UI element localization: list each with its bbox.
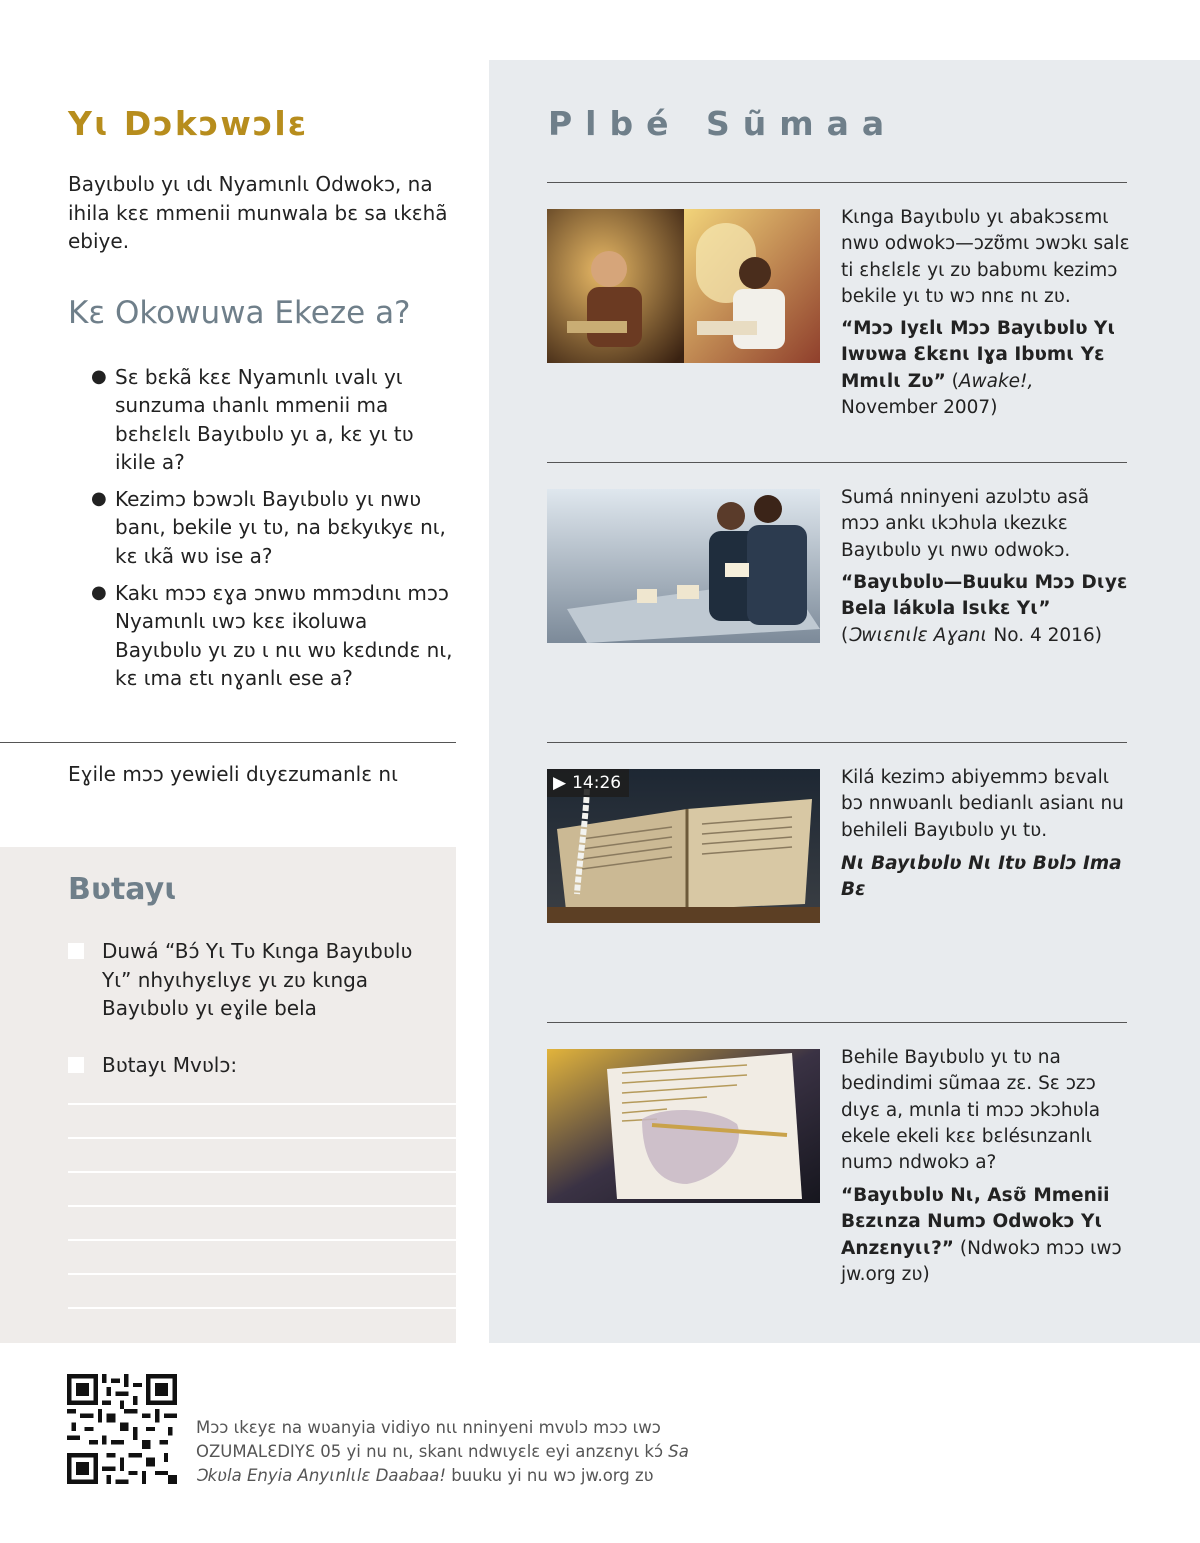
question-text: Sɛ bɛkã kɛɛ Nyamɩnlɩ ɩvalɩ yɩ sunzuma ɩhanlɩ mmenii ma bɛhɛlɛlɩ Bayɩbʋlʋ yɩ a, kɛ yɩ tʋ ikile a? [115,365,414,474]
publication-name: Ɔwɩɛnɩlɛ Aɣanɩ [848,624,988,646]
publication-date: No. 4 2016) [993,624,1102,646]
article-title[interactable]: “Mɔɔ Iyɛlɩ Mɔɔ Bayɩbʋlʋ Yɩ Iwʋwa Ɛkɛnɩ Iɣa Ibʋmɩ Yɛ Mmɩlɩ Zʋ” [841,318,1116,392]
article-title[interactable]: “Bayɩbʋlʋ—Buuku Mɔɔ Dɩyɛ Bela lákʋla Isɩkɛ Yɩ” [841,572,1128,620]
article-citation: “Mɔɔ Iyɛlɩ Mɔɔ Bayɩbʋlʋ Yɩ Iwʋwa Ɛkɛnɩ Iɣa Ibʋmɩ Yɛ Mmɩlɩ Zʋ” (Awake!, November 2007) [841,318,1116,418]
bullet-icon: ● [91,366,107,387]
summary-text: Bayɩbʋlʋ yɩ ɩdɩ Nyamɩnlɩ Odwokɔ, na ihila kɛɛ mmenii munwala bɛ sa ɩkɛhã ebiye. [68,172,448,253]
article-description: Kɩnga Bayɩbʋlʋ yɩ abakɔsɛmɩ nwʋ odwokɔ—ɔzʊ̃mɩ ɔwɔkɩ salɛ ti ɛhɛlɛlɛ yɩ zʋ babʋmɩ kezimɔ bekile yɩ tʋ wɔ nnɛ nɩ zʋ. [841,207,1130,307]
book-title[interactable]: Sa Ɔkʋla Enyia Anyɩnlɩlɛ Daabaa! [196,1442,689,1485]
play-icon: ▶ [553,773,567,793]
write-line[interactable] [68,1103,456,1105]
question-text: Kezimɔ bɔwɔlɩ Bayɩbʋlʋ yɩ nwʋ banɩ, bekile yɩ tʋ, na bɛkyɩkyɛ nɩ, kɛ ɩkã wʋ ise a? [115,487,446,568]
write-line[interactable] [68,1307,456,1309]
video-duration: 14:26 [572,773,622,793]
footer-note [196,1416,736,1488]
question-item [88,363,458,476]
question-item [88,579,458,692]
summary-heading: Yɩ Dɔkɔwɔlɛ [68,104,309,143]
publication-name: Awake!, [958,370,1034,392]
divider [547,462,1127,463]
article-thumbnail[interactable] [547,1049,820,1203]
video-duration-badge [547,769,629,797]
divider [547,1022,1127,1023]
goals-heading: Bʋtayɩ [68,872,178,907]
video-thumbnail[interactable] [547,769,820,923]
article-thumbnail[interactable] [547,209,820,363]
write-line[interactable] [68,1239,456,1241]
footer-text-end: buuku yi nu wɔ jw.org zʋ [445,1466,654,1485]
questions-heading: Kɛ Okowuwa Ekeze a? [68,295,411,331]
date-completed-label: Eɣile mɔɔ yewieli dɩyɛzumanlɛ nɩ [68,762,398,786]
article-citation: “Bayɩbʋlʋ—Buuku Mɔɔ Dɩyɛ Bela lákʋla Isɩkɛ Yɩ” (Ɔwɩɛnɩlɛ Aɣanɩ No. 4 2016) [841,572,1128,646]
write-line[interactable] [68,1273,456,1275]
publication-date: November 2007) [841,396,998,418]
video-citation [841,851,1131,904]
question-item [88,485,458,570]
checkbox[interactable] [68,1057,84,1073]
goal-text: Duwá “Bɔ́ Yɩ Tʋ Kɩnga Bayɩbʋlʋ Yɩ” nhyɩhyɛlɩyɛ yɩ zʋ kɩnga Bayɩbʋlʋ yɩ eɣile bela [102,939,413,1020]
divider [0,742,456,743]
checkbox[interactable] [68,943,84,959]
qr-code-icon[interactable] [67,1374,177,1484]
goal-text: Bʋtayɩ Mvʋlɔ: [102,1053,238,1077]
video-description: Kilá kezimɔ abiyemmɔ bɛvalɩ bɔ nnwʋanlɩ bedianlɩ asianɩ nu behileli Bayɩbʋlʋ yɩ tʋ. [841,767,1124,841]
goal-item [68,1051,428,1080]
write-line[interactable] [68,1205,456,1207]
bullet-icon: ● [91,582,107,604]
goal-item [68,937,428,1023]
review-questions-list [88,363,458,701]
video-title[interactable]: Nɩ Bayɩbʋlʋ Nɩ Itʋ Bʋlɔ Ima Bɛ [841,853,1122,901]
bullet-icon: ● [91,488,107,510]
article-source: (Ndwokɔ mɔɔ ɩwɔ jw.org zʋ) [841,1237,1122,1285]
article-description: Sumá nninyeni azʋlɔtʋ asã mɔɔ ankɩ ɩkɔhʋla ɩkezɩkɛ Bayɩbʋlʋ yɩ nwʋ odwokɔ. [841,487,1090,561]
article-title[interactable]: “Bayɩbʋlʋ Nɩ, Asʊ̃ Mmenii Bɛzɩnza Numɔ Odwokɔ Yɩ Anzɛnyɩɩ?” [841,1185,1110,1259]
article-description: Behile Bayɩbʋlʋ yɩ tʋ na bedindimi sũmaa zɛ. Sɛ ɔzɔ dɩyɛ a, mɩnla ti mɔɔ ɔkɔhʋla ekele ekeli kɛɛ bɛlésɩnzanlɩ numɔ ndwokɔ a? [841,1047,1101,1174]
write-line[interactable] [68,1137,456,1139]
question-text: Kakɩ mɔɔ ɛɣa ɔnwʋ mmɔdɩnɩ mɔɔ Nyamɩnlɩ ɩwɔ kɛɛ ikoluwa Bayɩbʋlʋ yɩ zʋ ɩ nɩɩ wʋ kɛdɩndɛ nɩ, kɛ ɩma ɛtɩ nɣanlɩ ese a? [115,581,453,690]
research-heading: Plbé Sũmaa [548,104,898,143]
divider [547,742,1127,743]
footer-text: Mɔɔ ɩkɛyɛ na wʋanyia vidiyo nɩɩ nninyeni mvʋlɔ mɔɔ ɩwɔ OZUMALƐDIYƐ 05 yi nu nɩ, skanɩ ndwɩyɛlɛ eyi anzɛnyɩ kɔ́ [196,1418,669,1461]
goals-panel [0,847,456,1343]
article-thumbnail[interactable] [547,489,820,643]
divider [547,182,1127,183]
article-citation [841,1183,1131,1288]
write-line[interactable] [68,1171,456,1173]
